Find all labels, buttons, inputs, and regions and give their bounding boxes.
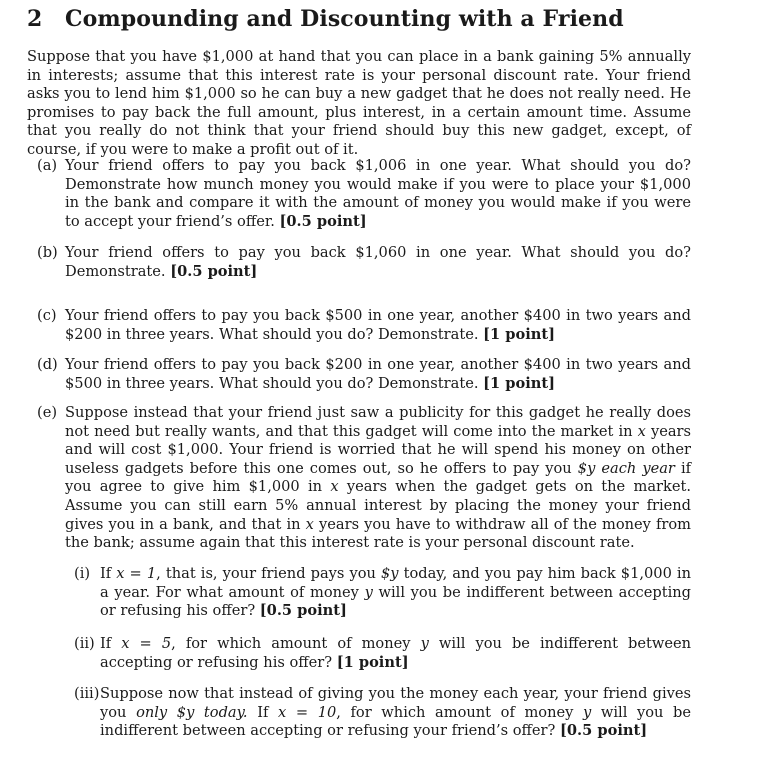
math-x: x xyxy=(637,422,646,440)
question-text-part: Suppose instead that your friend just saw a publicity for this gadget he really does not need but really wants, and that this gadget will come into the market in xyxy=(65,404,691,440)
subquestion-i xyxy=(74,565,691,621)
question-b xyxy=(37,244,691,281)
question-text: Your friend offers to pay you back $1,006 in one year. What should you do? Demonstrate how munch money you would make if you were to place your $1,000 in the bank and compare it with the amount of money you would make if you were to accept your friend’s offer. xyxy=(65,157,691,230)
subquestion-text-part: , that is, your friend pays you xyxy=(156,565,376,582)
question-text: Your friend offers to pay you back $1,060 in one year. What should you do? Demonstrate. xyxy=(65,244,691,280)
question-text-part: years when the gadget gets on the market. Assume you can still earn 5% annual interest by placing the money your friend gives you in a bank, and that in xyxy=(65,478,691,533)
question-text-part: years you have to withdraw all of the money from the bank; assume again that this interest rate is your personal discount rate. xyxy=(65,515,692,552)
math-equation: x = 5 xyxy=(121,635,172,652)
subquestion-text-part: will you be indifferent between accepting or refusing his offer? xyxy=(100,583,691,620)
section-heading xyxy=(27,6,624,32)
subquestion-label: (i) xyxy=(74,565,91,582)
points-badge: [0.5 point] xyxy=(560,722,648,740)
question-label: (c) xyxy=(37,307,57,324)
question-label: (d) xyxy=(37,356,58,373)
emphasis-each-year: each year xyxy=(601,459,675,477)
question-text: Your friend offers to pay you back $500 in one year, another $400 in two years and $200 in three years. What should you do? Demonstrate. xyxy=(65,307,691,343)
question-d xyxy=(37,356,691,393)
subquestion-text-part: will you be indifferent between accepting or refusing his offer? xyxy=(100,635,692,671)
points-badge: [1 point] xyxy=(483,325,556,343)
subquestion-text-part: If xyxy=(257,703,269,721)
question-label: (a) xyxy=(37,157,58,174)
math-equation: x = 10 xyxy=(278,703,337,721)
question-label: (b) xyxy=(37,244,58,261)
question-e xyxy=(37,404,691,553)
subquestion-text-part: today, and you pay him back $1,000 in a year. For what amount of money xyxy=(100,565,692,601)
subquestion-text-part: will you be indifferent between accepting or refusing your friend’s offer? xyxy=(100,703,692,740)
intro-paragraph: Suppose that you have $1,000 at hand that you can place in a bank gaining 5% annually in interests; assume that this interest rate is your personal discount rate. Your friend asks you to lend him $1,000 so he can buy a new gadget that he does not really need. He promises to pay back the full amount, plus interest, in a certain amount time. Assume that you really do not think that your friend should buy this new gadget, except, of course, if you were to make a profit out of it. xyxy=(27,48,691,158)
points-badge: [0.5 point] xyxy=(279,212,367,230)
points-badge: [0.5 point] xyxy=(170,262,258,280)
question-text-part: if you agree to give him $1,000 in xyxy=(65,459,692,496)
section-title: Compounding and Discounting with a Friend xyxy=(65,6,624,32)
subquestion-text-part: Suppose now that instead of giving you the money each year, your friend gives you xyxy=(100,685,691,721)
math-y: y xyxy=(364,583,373,601)
math-y: y xyxy=(583,703,592,721)
math-x: x xyxy=(305,515,314,533)
math-y: y xyxy=(420,635,429,652)
subquestion-text-part: , for which amount of money xyxy=(171,635,411,652)
math-y: $y xyxy=(577,459,596,477)
subquestion-label: (ii) xyxy=(74,635,95,652)
math-equation: x = 1 xyxy=(116,565,157,582)
points-badge: [1 point] xyxy=(336,653,409,671)
math-x: x xyxy=(330,478,339,496)
points-badge: [1 point] xyxy=(483,374,556,392)
subquestion-text-part: If xyxy=(100,635,112,652)
question-c xyxy=(37,307,691,344)
question-text-part: years and will cost $1,000. Your friend is worried that he will spend his money on other useless gadgets before this one comes out, so he offers to pay you xyxy=(65,422,692,477)
subquestion-text-part: If xyxy=(100,565,112,582)
question-a xyxy=(37,157,691,231)
section-number: 2 xyxy=(27,6,43,32)
subquestion-iii xyxy=(74,685,691,741)
subquestion-ii xyxy=(74,635,691,672)
emphasis-only-today: only $y today. xyxy=(136,703,248,721)
points-badge: [0.5 point] xyxy=(259,602,347,620)
question-text: Your friend offers to pay you back $200 in one year, another $400 in two years and $500 in three years. What should you do? Demonstrate. xyxy=(65,356,691,392)
question-label: (e) xyxy=(37,404,58,421)
subquestion-text-part: , for which amount of money xyxy=(336,703,574,721)
math-y: $y xyxy=(380,565,399,582)
subquestion-label: (iii) xyxy=(74,685,100,702)
